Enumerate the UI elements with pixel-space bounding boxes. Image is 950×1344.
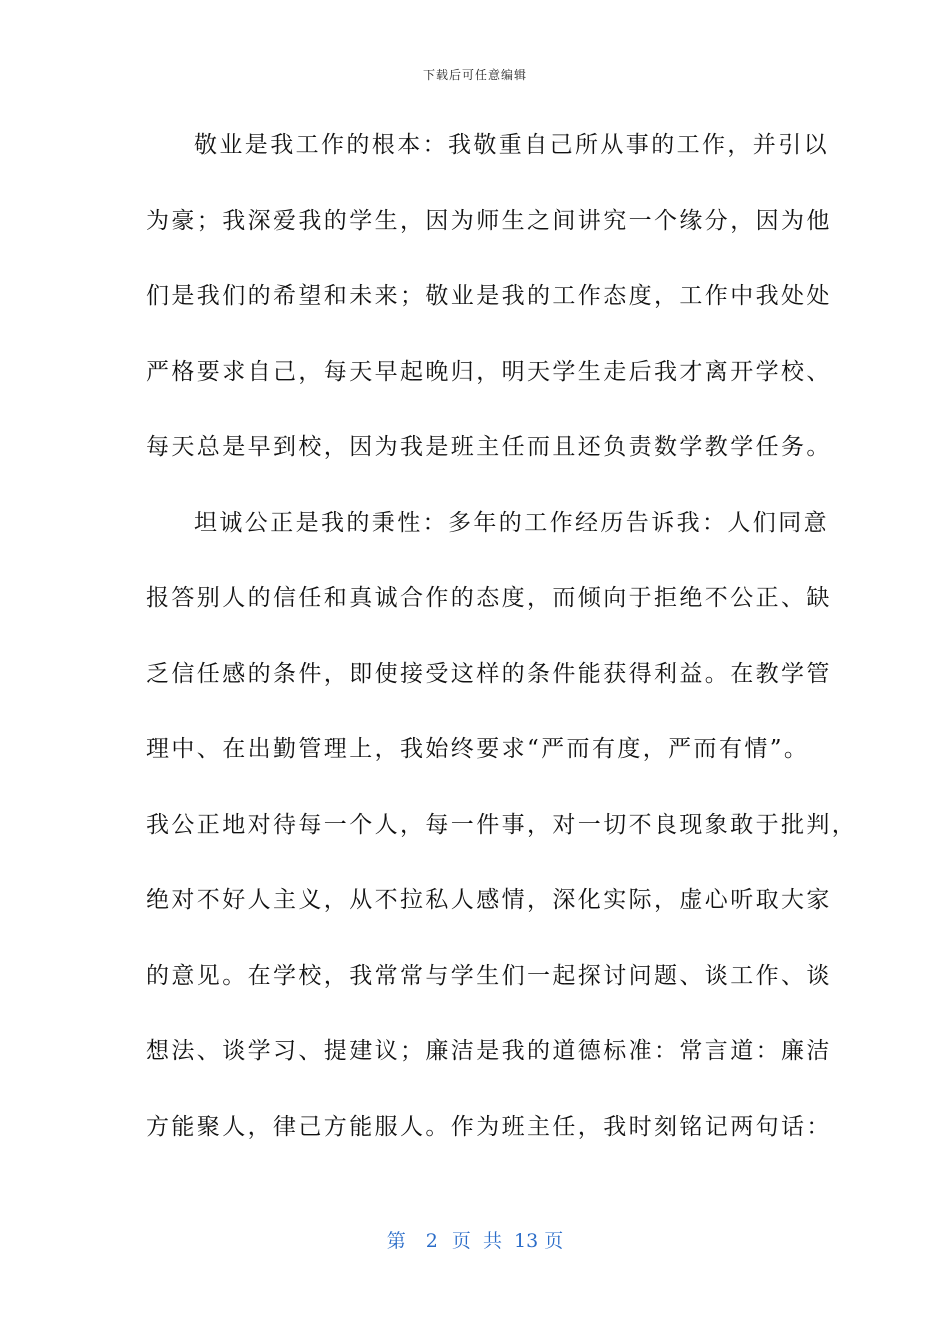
paragraph-line: 乏信任感的条件，即使接受这样的条件能获得利益。在教学管 <box>146 660 832 687</box>
paragraph-line: 绝对不好人主义，从不拉私人感情，深化实际，虚心听取大家 <box>146 887 832 913</box>
paragraph-line: 想法、谈学习、提建议；廉洁是我的道德标准：常言道：廉洁 <box>146 1038 832 1064</box>
footer-middle: 页 共 <box>451 1230 502 1252</box>
paragraph-line: 敬业是我工作的根本：我敬重自己所从事的工作，并引以 <box>194 132 829 158</box>
paragraph-line: 我公正地对待每一个人，每一件事，对一切不良现象敢于批判， <box>146 811 858 838</box>
document-body <box>146 117 858 1174</box>
footer-suffix: 页 <box>544 1230 564 1252</box>
page-header-note: 下载后可任意编辑 <box>422 68 527 82</box>
paragraph-line: 坦诚公正是我的秉性：多年的工作经历告诉我：人们同意 <box>194 509 829 536</box>
paragraph-line: 理中、在出勤管理上，我始终要求“严而有度，严而有情”。 <box>146 736 810 762</box>
footer-prefix: 第 <box>386 1230 406 1252</box>
paragraph-line: 严格要求自己，每天早起晚归，明天学生走后我才离开学校、 <box>146 358 832 385</box>
total-page-count: 13 <box>514 1230 539 1252</box>
paragraph-line: 方能聚人，律己方能服人。作为班主任，我时刻铭记两句话： <box>146 1113 832 1140</box>
current-page-number: 2 <box>425 1230 438 1252</box>
paragraph-line: 的意见。在学校，我常常与学生们一起探讨问题、谈工作、谈 <box>146 962 832 989</box>
paragraph-line: 每天总是早到校，因为我是班主任而且还负责数学教学任务。 <box>146 434 832 460</box>
paragraph-line: 为豪；我深爱我的学生，因为师生之间讲究一个缘分，因为他 <box>146 207 832 234</box>
paragraph-line: 报答别人的信任和真诚合作的态度，而倾向于拒绝不公正、缺 <box>146 585 832 611</box>
page-number-footer <box>0 1226 950 1253</box>
paragraph-line: 们是我们的希望和未来；敬业是我的工作态度，工作中我处处 <box>146 283 832 309</box>
